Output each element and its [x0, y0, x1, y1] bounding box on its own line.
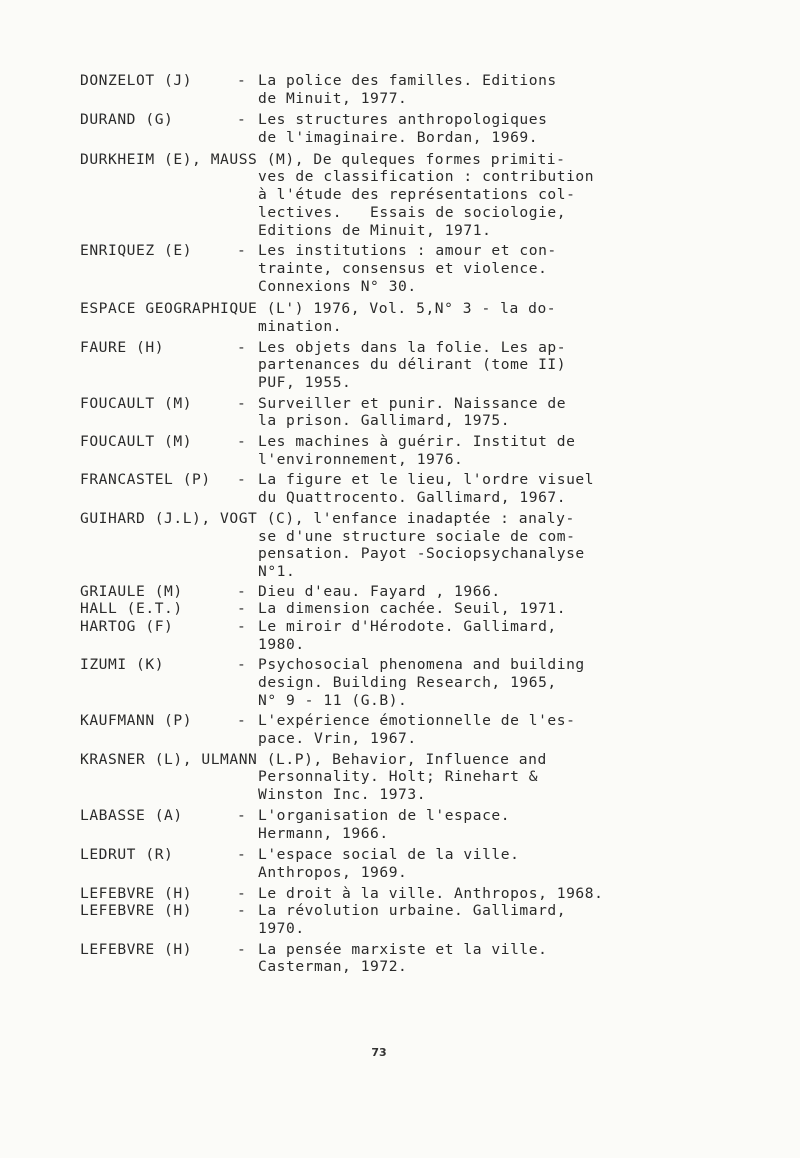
bib-entry	[80, 151, 780, 239]
entry-author: IZUMI (K)	[80, 656, 165, 674]
entry-first-line	[80, 510, 780, 528]
entry-text: design. Building Research, 1965,	[258, 674, 557, 691]
entry-title-line: Les institutions : amour et con-	[258, 242, 557, 260]
bib-entry	[80, 751, 780, 804]
entry-continuation-line	[80, 356, 780, 374]
entry-continuation-line	[80, 186, 780, 204]
bib-entry	[80, 600, 780, 618]
entry-title-line: La figure et le lieu, l'ordre visuel	[258, 471, 595, 489]
entry-text: trainte, consensus et violence.	[258, 259, 548, 277]
entry-dash: -	[237, 712, 247, 730]
entry-author: LEDRUT (R)	[80, 846, 174, 864]
entry-title-line: La dimension cachée. Seuil, 1971.	[258, 600, 567, 618]
entry-dash: -	[237, 940, 247, 958]
entry-continuation-line	[80, 786, 780, 804]
entry-author: FOUCAULT (M)	[80, 433, 193, 451]
entry-text: Hermann, 1966.	[258, 824, 389, 842]
entry-text: Connexions N° 30.	[258, 277, 417, 295]
entry-first-line	[80, 600, 780, 618]
entry-author: GRIAULE (M)	[80, 582, 183, 600]
entry-dash: -	[237, 433, 247, 451]
entry-author: FAURE (H)	[80, 338, 165, 356]
entry-first-line	[80, 395, 780, 413]
bib-entry	[80, 242, 780, 295]
entry-continuation-line	[80, 168, 780, 186]
entry-dash: -	[237, 111, 247, 129]
bib-entry	[80, 72, 780, 107]
entry-continuation-line	[80, 528, 780, 546]
entry-text: Anthropos, 1969.	[258, 863, 408, 881]
entry-text: à l'étude des représentations col-	[258, 186, 576, 204]
entry-first-line	[80, 656, 780, 674]
entry-author: LEFEBVRE (H)	[80, 902, 193, 920]
entry-dash: -	[237, 72, 247, 89]
entry-first-line	[80, 300, 780, 318]
entry-continuation-line	[80, 260, 780, 278]
entry-author: FRANCASTEL (P)	[80, 471, 211, 489]
entry-first-line	[80, 583, 780, 601]
entry-author: ENRIQUEZ (E)	[80, 242, 193, 260]
entry-text: Casterman, 1972.	[258, 958, 408, 976]
entry-first-line	[80, 902, 780, 920]
entry-text: du Quattrocento. Gallimard, 1967.	[258, 489, 567, 507]
entry-continuation-line	[80, 768, 780, 786]
bib-entry	[80, 885, 780, 903]
entry-continuation-line	[80, 958, 780, 976]
entry-title-line: La police des familles. Editions	[258, 72, 557, 89]
entry-continuation-line	[80, 674, 780, 692]
entry-title-line: Surveiller et punir. Naissance de	[258, 394, 567, 412]
entry-continuation-line	[80, 278, 780, 296]
entry-text: se d'une structure sociale de com-	[258, 527, 576, 545]
bib-entry	[80, 395, 780, 430]
entry-lead-text: GUIHARD (J.L), VOGT (C), l'enfance inadaptée : analy-	[80, 509, 575, 527]
entry-title-line: Le droit à la ville. Anthropos, 1968.	[258, 884, 604, 902]
entry-text: de Minuit, 1977.	[258, 89, 408, 107]
entry-dash: -	[237, 884, 247, 902]
entry-author: LEFEBVRE (H)	[80, 940, 193, 958]
entry-lead-text: KRASNER (L), ULMANN (L.P), Behavior, Influence and	[80, 750, 547, 768]
entry-dash: -	[237, 617, 247, 635]
bib-entry	[80, 807, 780, 842]
entry-text: lectives. Essais de sociologie,	[258, 203, 567, 221]
bib-entry	[80, 433, 780, 468]
entry-text: 1970.	[258, 919, 305, 937]
bib-entry	[80, 583, 780, 601]
entry-first-line	[80, 885, 780, 903]
bib-entry	[80, 300, 780, 335]
entry-lead-text: ESPACE GEOGRAPHIQUE (L') 1976, Vol. 5,N° 3 - la do-	[80, 300, 557, 318]
entry-continuation-line	[80, 825, 780, 843]
bib-entry	[80, 941, 780, 976]
entry-text: de l'imaginaire. Bordan, 1969.	[258, 129, 539, 147]
entry-dash: -	[237, 902, 247, 920]
entry-continuation-line	[80, 451, 780, 469]
entry-author: DONZELOT (J)	[80, 72, 193, 89]
entry-author: LEFEBVRE (H)	[80, 884, 193, 902]
entry-text: Editions de Minuit, 1971.	[258, 221, 492, 239]
entry-dash: -	[237, 656, 247, 674]
entry-dash: -	[237, 338, 247, 356]
entry-continuation-line	[80, 692, 780, 710]
entry-first-line	[80, 807, 780, 825]
bib-entry	[80, 656, 780, 709]
entry-text: Personnality. Holt; Rinehart &	[258, 768, 539, 786]
entry-dash: -	[237, 846, 247, 864]
entry-dash: -	[237, 582, 247, 600]
entry-text: la prison. Gallimard, 1975.	[258, 412, 511, 430]
entry-continuation-line	[80, 864, 780, 882]
entry-first-line	[80, 72, 780, 90]
entry-title-line: La pensée marxiste et la ville.	[258, 940, 548, 958]
entry-text: PUF, 1955.	[258, 374, 352, 391]
entry-author: KAUFMANN (P)	[80, 712, 193, 730]
page-number: 73	[371, 1046, 387, 1059]
entry-title-line: La révolution urbaine. Gallimard,	[258, 902, 567, 920]
entry-first-line	[80, 846, 780, 864]
entry-continuation-line	[80, 730, 780, 748]
entry-text: l'environnement, 1976.	[258, 450, 464, 468]
bibliography-list	[80, 72, 780, 976]
entry-author: DURAND (G)	[80, 111, 174, 129]
entry-title-line: Les objets dans la folie. Les ap-	[258, 338, 567, 356]
entry-author: HALL (E.T.)	[80, 600, 183, 618]
entry-text: pace. Vrin, 1967.	[258, 730, 417, 748]
entry-text: N°1.	[258, 562, 296, 580]
bib-entry	[80, 339, 780, 392]
entry-continuation-line	[80, 920, 780, 938]
entry-lead-text: DURKHEIM (E), MAUSS (M), De quleques formes primiti-	[80, 150, 566, 168]
entry-text: 1980.	[258, 635, 305, 653]
entry-text: ves de classification : contribution	[258, 168, 595, 186]
entry-continuation-line	[80, 318, 780, 336]
entry-author: HARTOG (F)	[80, 617, 174, 635]
entry-title-line: L'expérience émotionnelle de l'es-	[258, 712, 576, 730]
entry-first-line	[80, 618, 780, 636]
entry-continuation-line	[80, 412, 780, 430]
entry-text: pensation. Payot -Sociopsychanalyse	[258, 545, 585, 563]
entry-text: Winston Inc. 1973.	[258, 786, 427, 804]
entry-continuation-line	[80, 489, 780, 507]
entry-continuation-line	[80, 563, 780, 581]
entry-first-line	[80, 471, 780, 489]
entry-title-line: Dieu d'eau. Fayard , 1966.	[258, 582, 501, 600]
entry-first-line	[80, 941, 780, 959]
bib-entry	[80, 111, 780, 146]
entry-continuation-line	[80, 545, 780, 563]
entry-first-line	[80, 433, 780, 451]
bib-entry	[80, 846, 780, 881]
bib-entry	[80, 510, 780, 581]
entry-author: LABASSE (A)	[80, 806, 183, 824]
entry-text: N° 9 - 11 (G.B).	[258, 691, 408, 709]
entry-title-line: Le miroir d'Hérodote. Gallimard,	[258, 617, 557, 635]
entry-title-line: Les machines à guérir. Institut de	[258, 433, 576, 451]
bib-entry	[80, 902, 780, 937]
entry-continuation-line	[80, 90, 780, 108]
entry-first-line	[80, 151, 780, 169]
entry-continuation-line	[80, 204, 780, 222]
entry-author: FOUCAULT (M)	[80, 394, 193, 412]
entry-continuation-line	[80, 636, 780, 654]
entry-continuation-line	[80, 222, 780, 240]
entry-title-line: L'organisation de l'espace.	[258, 806, 511, 824]
entry-first-line	[80, 339, 780, 357]
entry-first-line	[80, 242, 780, 260]
entry-title-line: L'espace social de la ville.	[258, 846, 520, 864]
entry-dash: -	[237, 242, 247, 260]
entry-dash: -	[237, 600, 247, 618]
bib-entry	[80, 471, 780, 506]
entry-first-line	[80, 751, 780, 769]
entry-text: partenances du délirant (tome II)	[258, 356, 567, 374]
entry-title-line: Psychosocial phenomena and building	[258, 656, 585, 674]
entry-text: mination.	[258, 317, 343, 335]
entry-first-line	[80, 111, 780, 129]
entry-dash: -	[237, 394, 247, 412]
entry-dash: -	[237, 806, 247, 824]
entry-continuation-line	[80, 129, 780, 147]
entry-first-line	[80, 712, 780, 730]
bib-entry	[80, 712, 780, 747]
bib-entry	[80, 618, 780, 653]
entry-dash: -	[237, 471, 247, 489]
entry-title-line: Les structures anthropologiques	[258, 111, 548, 129]
entry-continuation-line	[80, 374, 780, 392]
